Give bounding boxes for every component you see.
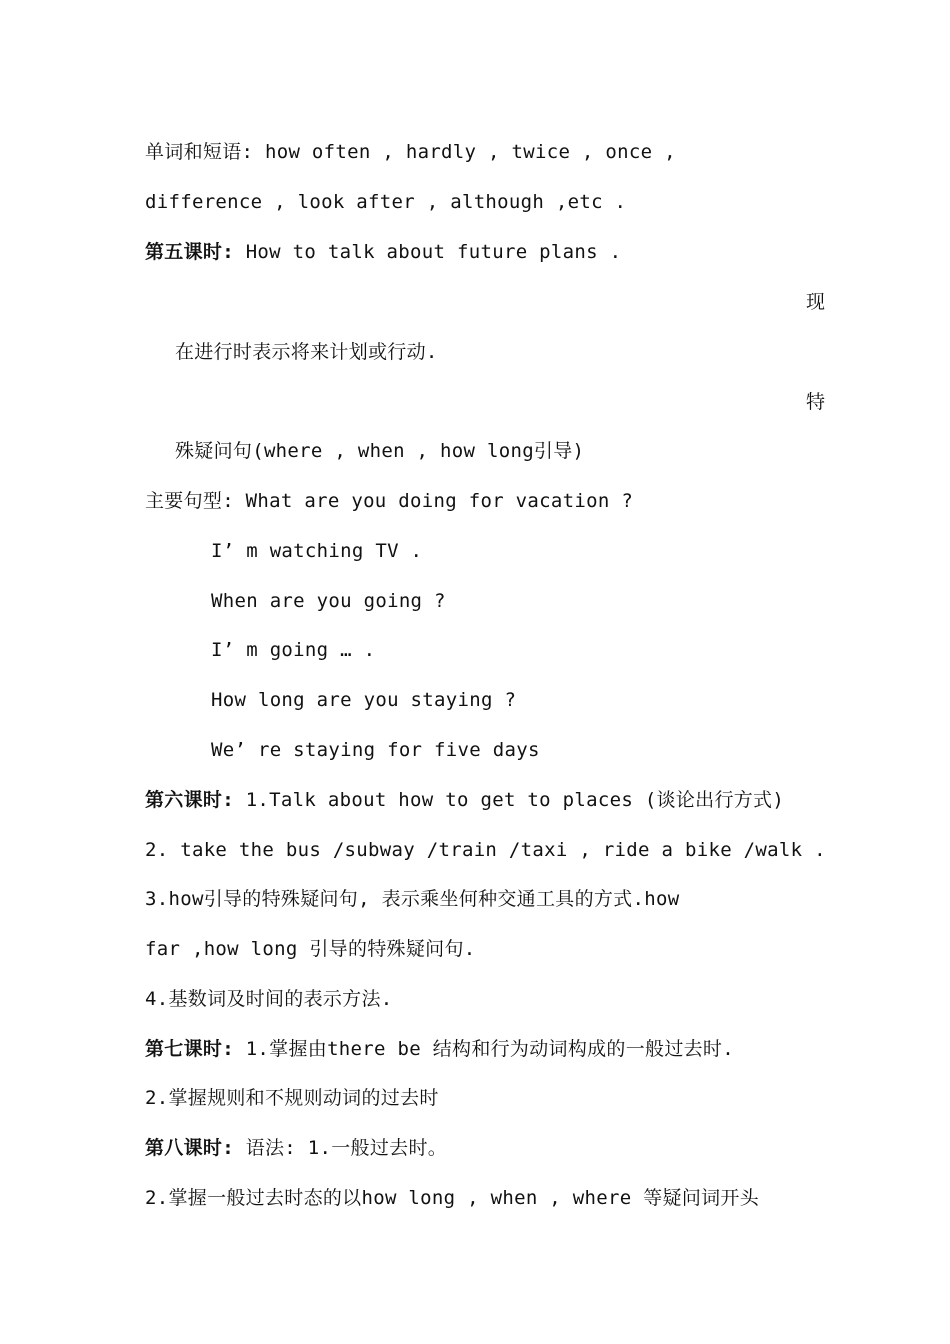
sentence-example-1: I’ m watching TV .	[211, 540, 423, 562]
sentence-example-2: When are you going ?	[211, 590, 446, 612]
lesson-7-line	[145, 1037, 734, 1061]
special-question-note: 殊疑问句(where , when , how long引导)	[175, 440, 585, 462]
lesson-7-text: 1.掌握由there be 结构和行为动词构成的一般过去时.	[233, 1038, 734, 1060]
lesson-7-label: 第七课时:	[145, 1038, 234, 1060]
lesson-6-label: 第六课时:	[145, 789, 234, 811]
vocab-line-2: difference , look after , although ,etc .	[145, 191, 627, 213]
lesson-7-item-2: 2.掌握规则和不规则动词的过去时	[145, 1087, 439, 1109]
lesson-8-text: 语法: 1.一般过去时。	[233, 1137, 448, 1159]
lesson-8-label: 第八课时:	[145, 1137, 234, 1159]
present-progressive-note: 在进行时表示将来计划或行动.	[175, 341, 438, 363]
lesson-6-text: 1.Talk about how to get to places (谈论出行方式)	[233, 789, 785, 811]
lesson-5-line	[145, 240, 621, 264]
lesson-5-label: 第五课时:	[145, 241, 234, 263]
lesson-5-text: How to talk about future plans .	[233, 241, 622, 263]
main-sentence-line: 主要句型: What are you doing for vacation ?	[145, 490, 634, 512]
sentence-example-3: I’ m going … .	[211, 639, 376, 661]
vocab-line-1: 单词和短语: how often , hardly , twice , once ,	[145, 141, 676, 163]
wrapped-char-te: 特	[806, 391, 826, 413]
lesson-8-line	[145, 1136, 447, 1160]
wrapped-char-xian: 现	[806, 291, 826, 313]
lesson-6-item-3: 3.how引导的特殊疑问句, 表示乘坐何种交通工具的方式.how	[145, 888, 680, 910]
lesson-6-item-4: 4.基数词及时间的表示方法.	[145, 988, 393, 1010]
lesson-8-item-2: 2.掌握一般过去时态的以how long , when , where 等疑问词开头	[145, 1187, 760, 1209]
sentence-example-4: How long are you staying ?	[211, 689, 517, 711]
lesson-6-line	[145, 788, 784, 812]
lesson-6-item-3-cont: far ,how long 引导的特殊疑问句.	[145, 938, 476, 960]
lesson-6-item-2: 2. take the bus /subway /train /taxi , ride a bike /walk .	[145, 839, 826, 861]
sentence-example-5: We’ re staying for five days	[211, 739, 540, 761]
